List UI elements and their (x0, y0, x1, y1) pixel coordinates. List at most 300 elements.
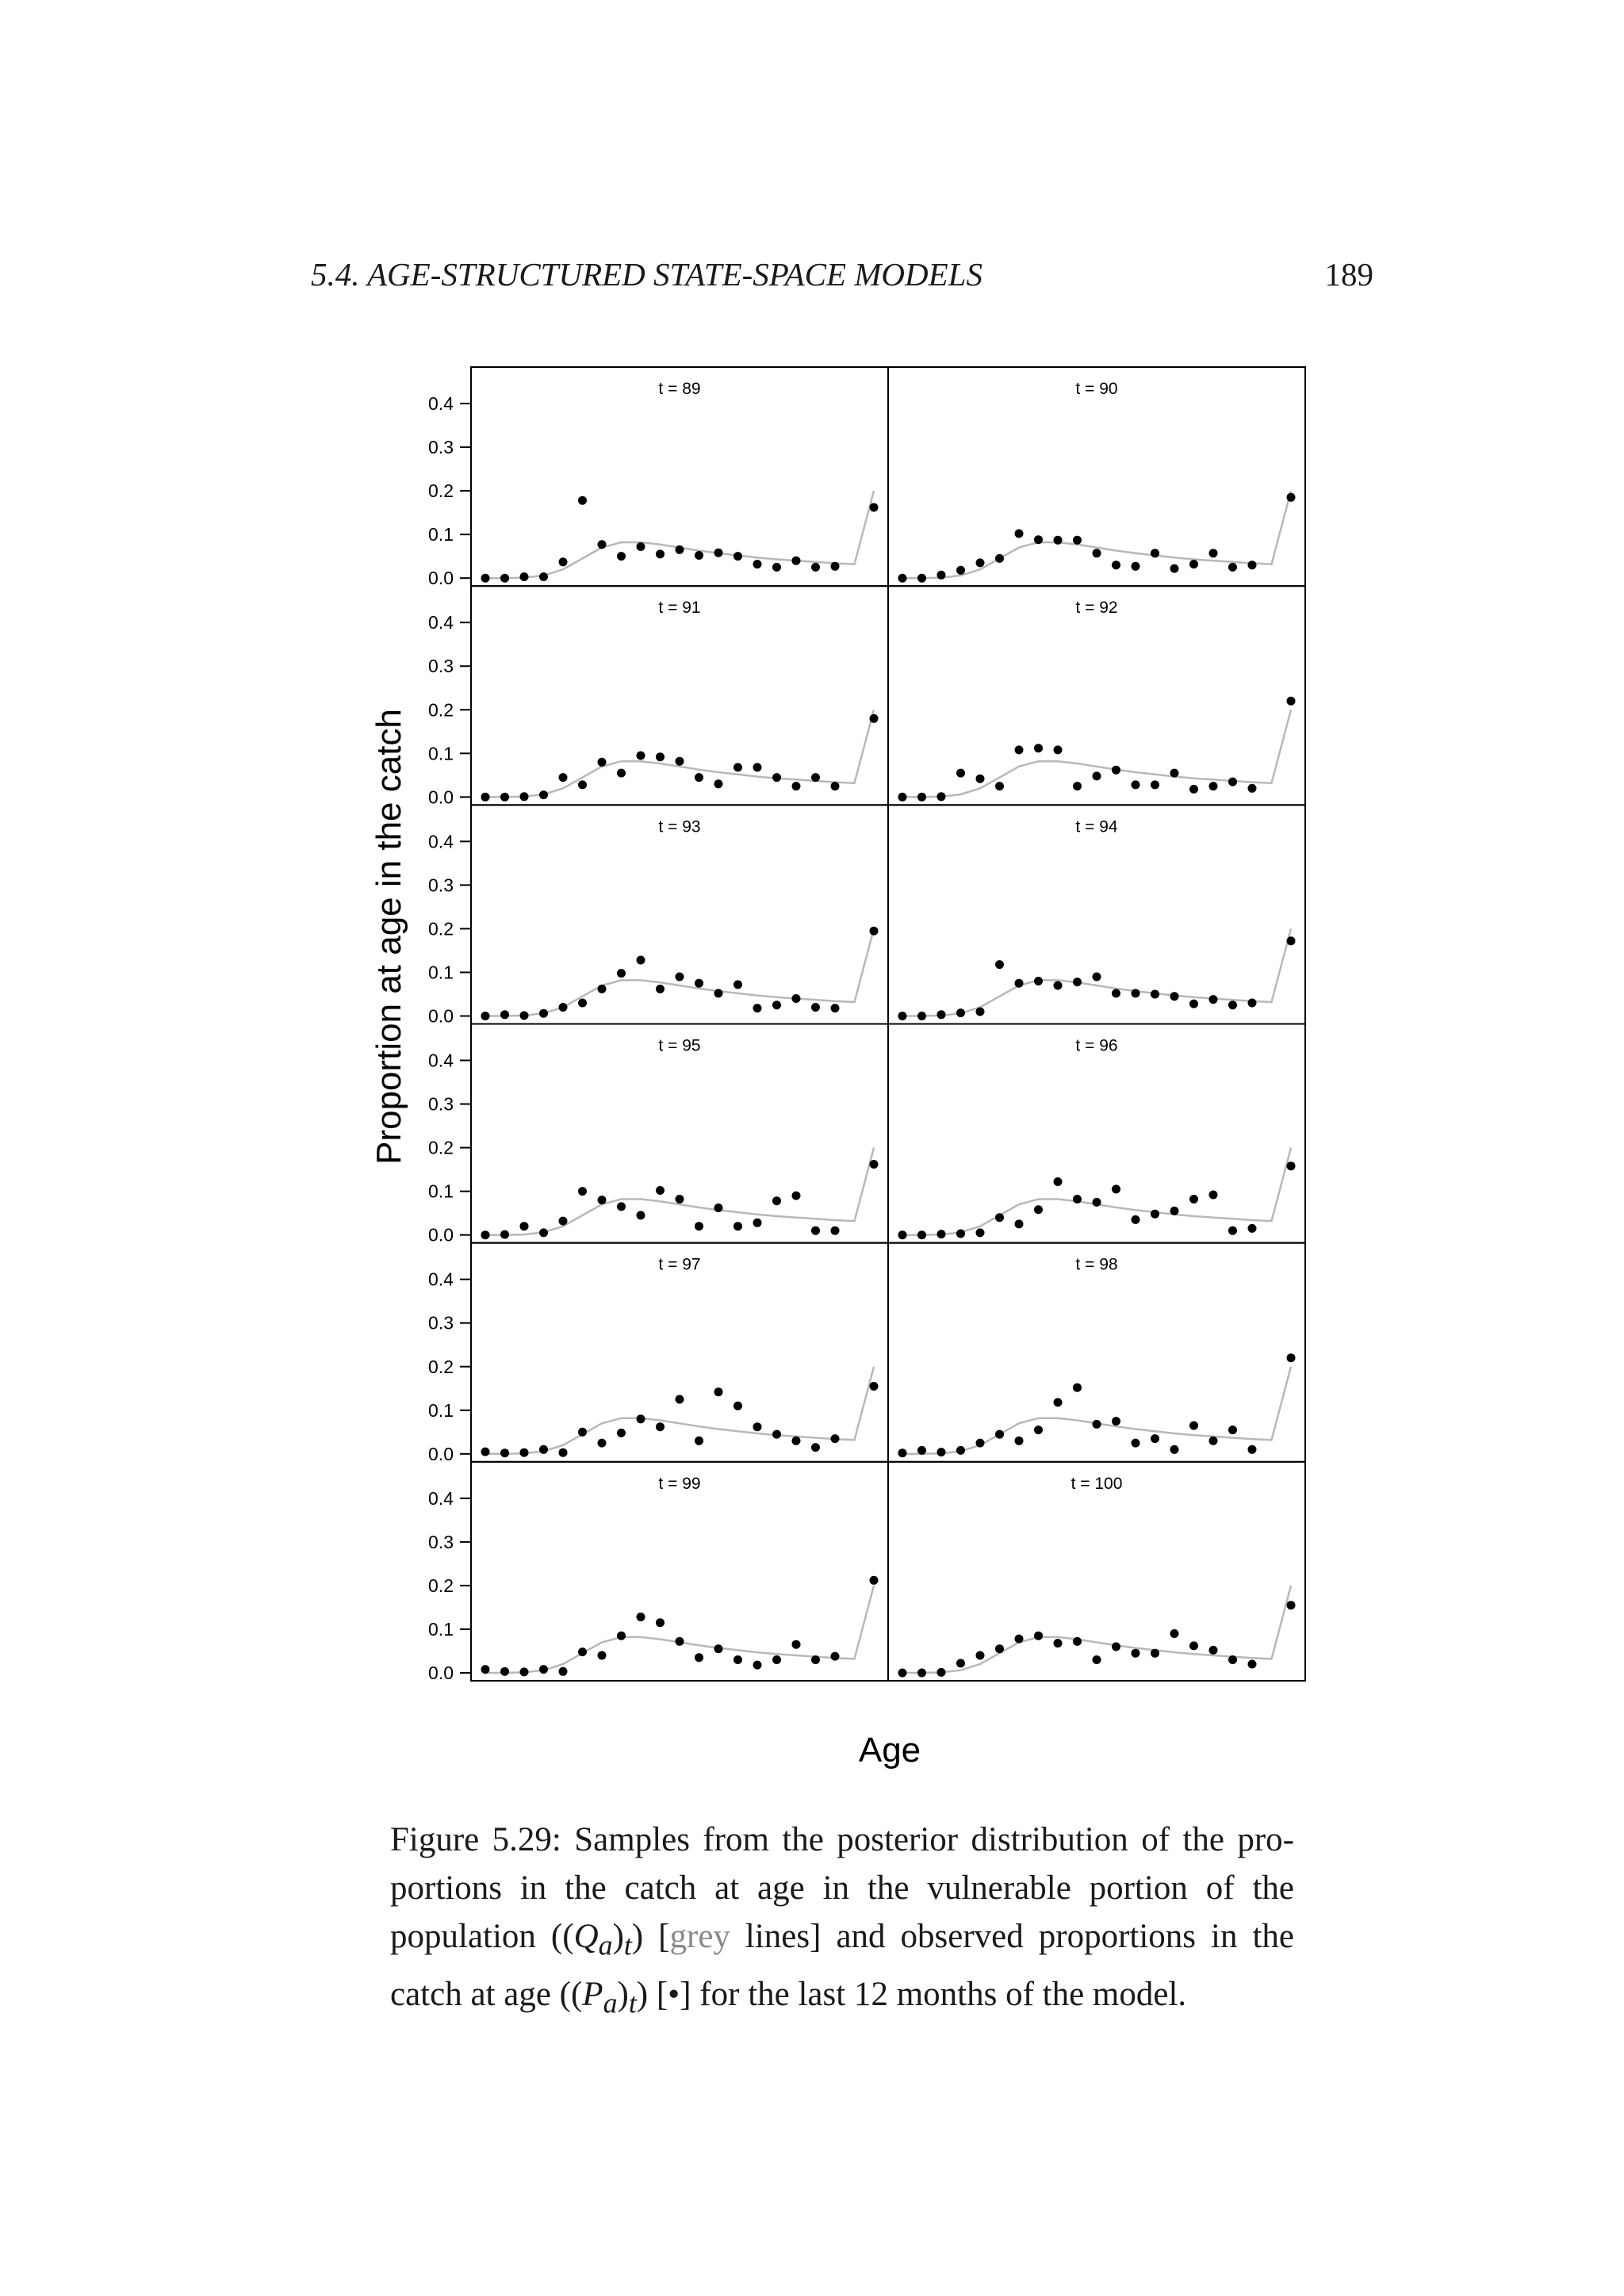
y-tick-label: 0.0 (428, 568, 454, 589)
caption-text: ) (612, 1918, 624, 1955)
data-point (976, 1439, 985, 1448)
data-point (956, 566, 965, 575)
data-point (870, 503, 879, 512)
y-tick-label: 0.2 (428, 1137, 454, 1158)
y-tick-label: 0.3 (428, 1531, 454, 1552)
data-point (481, 574, 490, 583)
y-tick-label: 0.4 (428, 831, 454, 852)
data-point (1034, 977, 1043, 985)
data-point (1073, 1383, 1082, 1392)
data-point (1054, 982, 1063, 990)
data-point (1034, 744, 1043, 752)
data-point (937, 1230, 946, 1238)
data-point (637, 752, 645, 760)
data-point (995, 782, 1004, 790)
panel-title: t = 100 (1071, 1474, 1123, 1493)
data-point (792, 1192, 801, 1200)
data-point (772, 1196, 781, 1205)
data-point (1189, 1195, 1198, 1203)
panel-title: t = 98 (1075, 1255, 1118, 1274)
data-point (714, 549, 723, 557)
data-point (917, 1669, 926, 1678)
x-axis-label: Age (858, 1731, 921, 1770)
data-point (733, 980, 742, 989)
data-point (1132, 989, 1140, 997)
fitted-line (485, 928, 874, 1016)
caption-line-2: portions in the catch at age in the vulnerable portion of the (390, 1869, 1294, 1907)
y-tick-label: 0.4 (428, 1487, 454, 1509)
data-point (956, 1230, 965, 1238)
data-point (753, 1661, 762, 1670)
y-tick-label: 0.2 (428, 918, 454, 939)
y-tick-label: 0.1 (428, 1181, 454, 1202)
data-point (539, 790, 548, 799)
y-tick-label: 0.4 (428, 1269, 454, 1290)
y-tick-label: 0.2 (428, 699, 454, 721)
y-tick-label: 0.1 (428, 524, 454, 545)
data-point (792, 1437, 801, 1445)
data-point (637, 1211, 645, 1219)
y-tick-label: 0.4 (428, 1050, 454, 1071)
data-point (831, 782, 840, 790)
data-point (1132, 1215, 1140, 1224)
caption-symbol-q: Q (573, 1918, 599, 1955)
data-point (1209, 549, 1218, 557)
data-point (1112, 561, 1120, 569)
data-point (1170, 1629, 1179, 1638)
data-point (481, 1448, 490, 1456)
data-point (520, 1222, 529, 1230)
data-point (898, 1448, 907, 1457)
caption-symbol-p: P (582, 1975, 603, 2013)
data-point (520, 1448, 529, 1457)
data-point (656, 985, 665, 993)
data-point (637, 1613, 645, 1621)
data-point (772, 563, 781, 572)
panel-title: t = 97 (658, 1255, 701, 1274)
y-tick-label: 0.3 (428, 1312, 454, 1334)
data-point (1189, 1000, 1198, 1008)
data-point (500, 1667, 509, 1676)
data-point (481, 1665, 490, 1674)
data-point (714, 989, 723, 997)
data-point (976, 1008, 985, 1016)
data-point (578, 1187, 587, 1196)
data-point (520, 792, 529, 801)
data-point (772, 1001, 781, 1009)
y-tick-label: 0.3 (428, 874, 454, 896)
fitted-line (902, 1148, 1291, 1235)
data-point (811, 773, 820, 782)
y-tick-label: 0.3 (428, 437, 454, 458)
data-point (617, 1429, 626, 1437)
data-point (695, 773, 703, 782)
data-point (481, 1230, 490, 1239)
data-point (578, 999, 587, 1008)
data-point (578, 780, 587, 789)
data-point (792, 994, 801, 1003)
caption-text: lines] and observed proportions in the (730, 1918, 1294, 1955)
data-point (1189, 785, 1198, 794)
fitted-line (485, 710, 874, 797)
data-point (1132, 780, 1140, 789)
data-point (695, 551, 703, 560)
data-point (676, 757, 684, 766)
data-point (995, 1644, 1004, 1653)
data-point (1151, 549, 1159, 557)
data-point (695, 1222, 703, 1230)
fitted-line (485, 1367, 874, 1454)
data-point (1034, 1632, 1043, 1640)
data-point (637, 542, 645, 551)
data-point (733, 763, 742, 771)
data-point (1170, 564, 1179, 573)
caption-text: ) (617, 1975, 629, 2013)
data-point (1209, 1646, 1218, 1655)
data-point (598, 1196, 607, 1204)
data-point (1073, 1637, 1082, 1646)
data-point (956, 769, 965, 778)
data-point (1151, 1649, 1159, 1658)
data-point (792, 1640, 801, 1649)
panel-title: t = 95 (658, 1036, 701, 1055)
data-point (1287, 936, 1296, 945)
data-point (733, 1402, 742, 1410)
data-point (733, 1655, 742, 1664)
data-point (1189, 1641, 1198, 1650)
data-point (1015, 1635, 1024, 1644)
y-tick-label: 0.2 (428, 1575, 454, 1596)
caption-line-4 (390, 1970, 1294, 2028)
data-point (617, 1632, 626, 1640)
y-tick-label: 0.1 (428, 743, 454, 764)
data-point (1015, 1219, 1024, 1228)
data-point (733, 1222, 742, 1230)
data-point (598, 540, 607, 549)
panel-title: t = 94 (1075, 817, 1118, 836)
data-point (1015, 979, 1024, 988)
data-point (637, 1414, 645, 1423)
data-point (1054, 1177, 1063, 1186)
panel-title: t = 92 (1075, 599, 1118, 618)
data-point (870, 714, 879, 723)
data-point (937, 1668, 946, 1677)
data-point (1248, 561, 1257, 569)
data-point (559, 557, 568, 566)
fitted-line (902, 1367, 1291, 1454)
data-point (870, 1382, 879, 1391)
data-point (1287, 697, 1296, 706)
data-point (792, 557, 801, 565)
data-point (772, 1430, 781, 1439)
data-point (917, 574, 926, 583)
data-point (1248, 1445, 1257, 1454)
section-title: 5.4. AGE-STRUCTURED STATE-SPACE MODELS (311, 256, 982, 293)
data-point (1132, 562, 1140, 571)
y-tick-label: 0.3 (428, 1093, 454, 1115)
panel-frame (471, 1024, 888, 1243)
data-point (559, 1003, 568, 1012)
panel-title: t = 93 (658, 817, 701, 836)
data-point (656, 752, 665, 761)
data-point (1112, 766, 1120, 775)
y-tick-label: 0.1 (428, 1618, 454, 1640)
data-point (500, 1448, 509, 1457)
data-point (753, 1422, 762, 1431)
data-point (898, 1230, 907, 1239)
data-point (520, 572, 529, 581)
data-point (714, 1203, 723, 1212)
data-point (1054, 1639, 1063, 1647)
panel-frame (888, 805, 1305, 1024)
data-point (617, 1202, 626, 1211)
caption-text: ) [ (631, 1918, 670, 1955)
data-point (831, 1652, 840, 1661)
caption-subscript: t (628, 1987, 637, 2019)
y-tick-label: 0.0 (428, 786, 454, 808)
data-point (831, 1004, 840, 1012)
data-point (559, 1448, 568, 1457)
panel-title: t = 99 (658, 1474, 701, 1493)
data-point (1054, 1398, 1063, 1406)
data-point (539, 1228, 548, 1237)
data-point (1132, 1649, 1140, 1658)
data-point (937, 571, 946, 580)
data-point (539, 1009, 548, 1018)
data-point (1093, 1420, 1101, 1429)
data-point (1093, 771, 1101, 780)
data-point (733, 552, 742, 561)
data-point (1209, 782, 1218, 790)
data-point (1112, 1417, 1120, 1425)
data-point (976, 1228, 985, 1237)
data-point (481, 793, 490, 802)
caption-text: population (( (390, 1918, 574, 1955)
data-point (937, 1448, 946, 1456)
data-point (753, 763, 762, 771)
data-point (753, 560, 762, 568)
data-point (1170, 1445, 1179, 1454)
data-point (676, 1195, 684, 1203)
data-point (695, 1437, 703, 1445)
data-point (792, 782, 801, 790)
data-point (1228, 1001, 1237, 1009)
data-point (976, 558, 985, 567)
y-tick-label: 0.0 (428, 1224, 454, 1246)
data-point (656, 1422, 665, 1431)
data-point (481, 1012, 490, 1020)
data-point (1132, 1439, 1140, 1448)
data-point (520, 1011, 529, 1020)
y-axis-label: Proportion at age in the catch (370, 709, 408, 1165)
panel-title: t = 89 (658, 380, 701, 398)
data-point (1034, 535, 1043, 544)
data-point (1015, 1437, 1024, 1445)
data-point (1248, 1660, 1257, 1669)
data-point (1073, 1195, 1082, 1203)
caption-grey-word: grey (669, 1918, 730, 1955)
caption-line-3 (390, 1912, 1294, 1970)
data-point (1093, 1198, 1101, 1207)
data-point (917, 793, 926, 802)
panel-title: t = 96 (1075, 1036, 1118, 1055)
data-point (1189, 1422, 1198, 1430)
data-point (995, 554, 1004, 563)
y-tick-label: 0.0 (428, 1005, 454, 1027)
data-point (753, 1004, 762, 1012)
fitted-line (485, 1148, 874, 1235)
data-point (1093, 1655, 1101, 1664)
data-point (898, 1669, 907, 1678)
caption-line-1: Figure 5.29: Samples from the posterior distribution of the pro- (390, 1821, 1294, 1858)
panel-frame (471, 586, 888, 805)
data-point (539, 1445, 548, 1454)
y-tick-label: 0.0 (428, 1663, 454, 1683)
data-point (598, 985, 607, 993)
data-point (1151, 1434, 1159, 1443)
data-point (1073, 978, 1082, 986)
data-point (1054, 745, 1063, 754)
data-point (598, 1651, 607, 1660)
data-point (956, 1008, 965, 1017)
data-point (870, 1160, 879, 1169)
data-point (578, 496, 587, 505)
data-point (1209, 1437, 1218, 1445)
data-point (1073, 536, 1082, 545)
data-point (1228, 1655, 1237, 1664)
data-point (772, 1655, 781, 1664)
data-point (676, 1395, 684, 1404)
data-point (1034, 1425, 1043, 1434)
data-point (1093, 973, 1101, 982)
data-point (995, 1213, 1004, 1222)
data-point (956, 1446, 965, 1455)
y-tick-label: 0.4 (428, 393, 454, 414)
caption-text: catch at age (( (390, 1975, 583, 2013)
data-point (1151, 780, 1159, 789)
data-point (714, 1387, 723, 1396)
data-point (500, 1230, 509, 1239)
data-point (539, 1665, 548, 1674)
data-point (831, 1434, 840, 1443)
data-point (598, 1439, 607, 1448)
data-point (714, 1644, 723, 1653)
data-point (898, 793, 907, 802)
panel-frame (888, 1024, 1305, 1243)
data-point (695, 979, 703, 988)
data-point (598, 758, 607, 767)
data-point (1287, 493, 1296, 502)
data-point (1209, 995, 1218, 1004)
y-tick-label: 0.4 (428, 612, 454, 633)
panel-title: t = 90 (1075, 380, 1118, 398)
y-tick-label: 0.2 (428, 1356, 454, 1377)
data-point (695, 1653, 703, 1662)
page-number: 189 (1324, 256, 1373, 293)
data-point (1112, 1184, 1120, 1193)
data-point (1248, 999, 1257, 1008)
data-point (1073, 782, 1082, 790)
data-point (1170, 769, 1179, 778)
y-tick-label: 0.1 (428, 962, 454, 983)
data-point (811, 563, 820, 572)
data-point (937, 1010, 946, 1019)
caption-text: ) [•] for the last 12 months of the model. (636, 1975, 1187, 2013)
data-point (898, 574, 907, 583)
data-point (772, 773, 781, 782)
data-point (500, 793, 509, 802)
data-point (1151, 990, 1159, 999)
data-point (917, 1446, 926, 1455)
data-point (617, 969, 626, 978)
data-point (753, 1219, 762, 1227)
data-point (976, 775, 985, 783)
caption-subscript: a (603, 1987, 618, 2019)
data-point (1287, 1601, 1296, 1609)
data-point (1228, 1425, 1237, 1434)
data-point (1093, 549, 1101, 557)
data-point (1287, 1353, 1296, 1362)
y-tick-label: 0.3 (428, 656, 454, 677)
data-point (1112, 1643, 1120, 1651)
data-point (617, 552, 626, 561)
data-point (714, 779, 723, 788)
data-point (1228, 1226, 1237, 1235)
data-point (578, 1647, 587, 1656)
data-point (520, 1667, 529, 1676)
caption-subscript: t (623, 1929, 632, 1961)
data-point (559, 773, 568, 782)
panel-frame (471, 1462, 888, 1681)
data-point (656, 1186, 665, 1195)
data-point (1151, 1210, 1159, 1219)
data-point (559, 1217, 568, 1226)
data-point (656, 549, 665, 558)
data-point (811, 1003, 820, 1012)
panel-frame (471, 805, 888, 1024)
data-point (811, 1443, 820, 1452)
data-point (676, 545, 684, 554)
data-point (1034, 1205, 1043, 1214)
data-point (811, 1226, 820, 1235)
data-point (1228, 778, 1237, 786)
data-point (617, 769, 626, 778)
panel-frame (888, 1243, 1305, 1462)
data-point (917, 1230, 926, 1239)
data-point (831, 1226, 840, 1235)
data-point (811, 1655, 820, 1664)
data-point (1170, 992, 1179, 1001)
data-point (956, 1659, 965, 1667)
data-point (1170, 1207, 1179, 1215)
data-point (1248, 1224, 1257, 1233)
data-point (559, 1667, 568, 1676)
data-point (937, 792, 946, 801)
caption-subscript: a (598, 1929, 613, 1961)
data-point (870, 1576, 879, 1585)
data-point (500, 1010, 509, 1019)
data-point (1112, 989, 1120, 997)
data-point (1209, 1191, 1218, 1200)
data-point (995, 1430, 1004, 1439)
data-point (1248, 784, 1257, 793)
data-point (578, 1428, 587, 1437)
figure-caption (390, 1816, 1294, 2027)
data-point (1054, 536, 1063, 545)
panel-title: t = 91 (658, 599, 701, 618)
data-point (870, 927, 879, 936)
data-point (1015, 530, 1024, 538)
